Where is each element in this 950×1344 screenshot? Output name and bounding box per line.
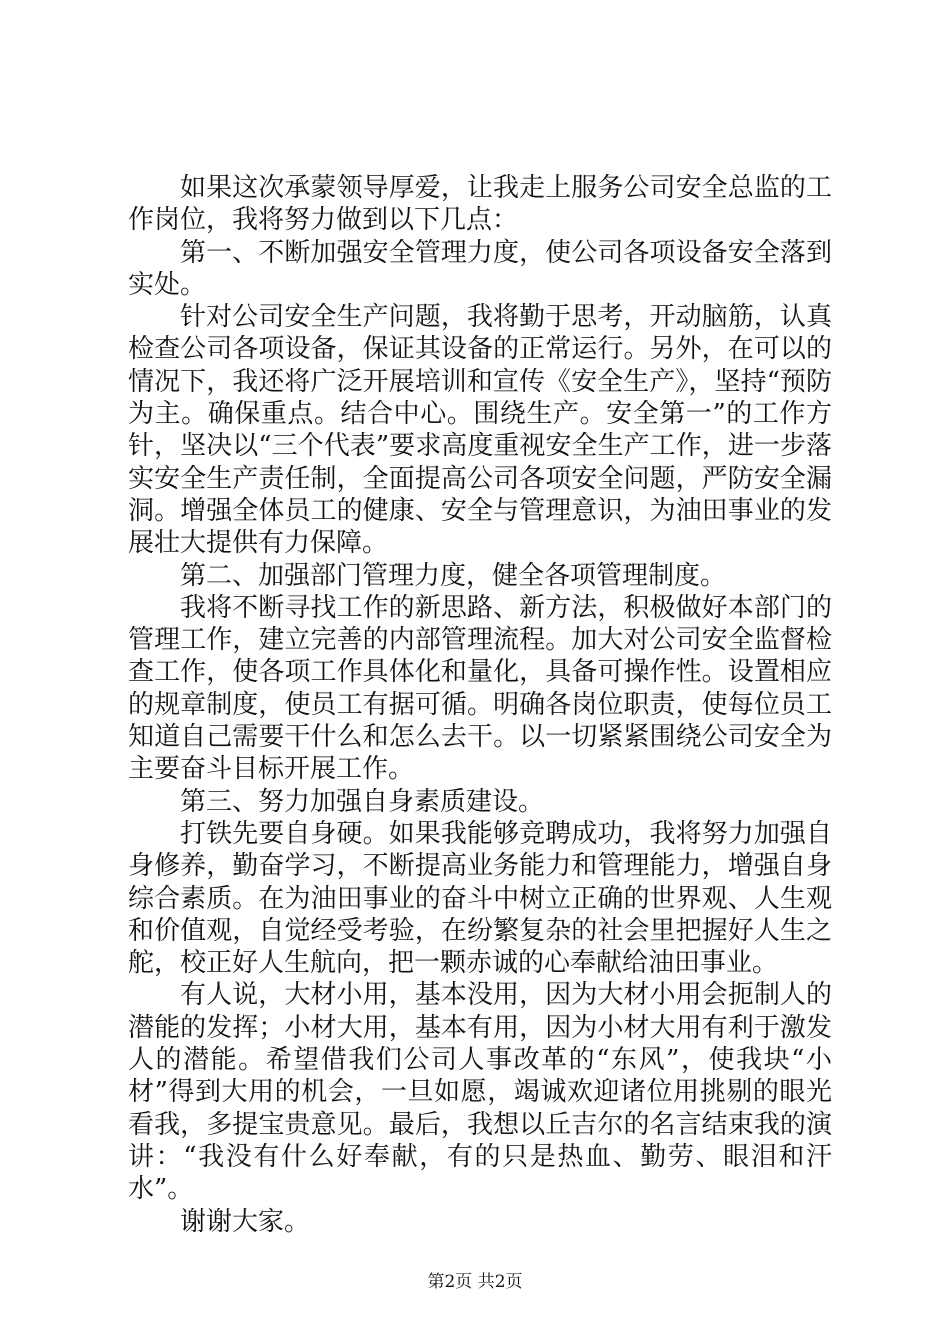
heading-point-three: 第三、努力加强自身素质建设。 [180,786,545,817]
paragraph-point-three: 打铁先要自身硬。如果我能够竞聘成功，我将努力加强自身修养，勤奋学习，不断提高业务能力和管理能力，增强自身综合素质。在为油田事业的奋斗中树立正确的世界观、人生观和价值观，自觉经受考验，在纷繁复杂的社会里把握好人生之舵，校正好人生航向，把一颗赤诚的心奉献给油田事业。 [128,818,832,979]
heading-point-two: 第二、加强部门管理力度，健全各项管理制度。 [180,560,727,591]
paragraph-closing: 有人说，大材小用，基本没用，因为大材小用会扼制人的潜能的发挥；小材大用，基本有用，因为小材大用有利于激发人的潜能。希望借我们公司人事改革的“东风”，使我块“小材”得到大用的机会，一旦如愿，竭诚欢迎诸位用挑剔的眼光看我，多提宝贵意见。最后，我想以丘吉尔的名言结束我的演讲：“我没有什么好奉献，有的只是热血、勤劳、眼泪和汗水”。 [128,980,832,1205]
document-body [128,172,832,1238]
heading-point-one: 第一、不断加强安全管理力度，使公司各项设备安全落到实处。 [128,237,832,300]
paragraph-thanks: 谢谢大家。 [180,1206,311,1237]
paragraph-intro: 如果这次承蒙领导厚爱，让我走上服务公司安全总监的工作岗位，我将努力做到以下几点： [128,173,832,236]
page-footer: 第2页 共2页 [427,1272,523,1292]
paragraph-point-one: 针对公司安全生产问题，我将勤于思考，开动脑筋，认真检查公司各项设备，保证其设备的正常运行。另外，在可以的情况下，我还将广泛开展培训和宣传《安全生产》，坚持“预防为主。确保重点。结合中心。围绕生产。安全第一”的工作方针，坚决以“三个代表”要求高度重视安全生产工作，进一步落实安全生产责任制，全面提高公司各项安全问题，严防安全漏洞。增强全体员工的健康、安全与管理意识，为油田事业的发展壮大提供有力保障。 [128,302,832,559]
paragraph-point-two: 我将不断寻找工作的新思路、新方法，积极做好本部门的管理工作，建立完善的内部管理流程。加大对公司安全监督检查工作，使各项工作具体化和量化，具备可操作性。设置相应的规章制度，使员工有据可循。明确各岗位职责，使每位员工知道自己需要干什么和怎么去干。以一切紧紧围绕公司安全为主要奋斗目标开展工作。 [128,592,832,785]
